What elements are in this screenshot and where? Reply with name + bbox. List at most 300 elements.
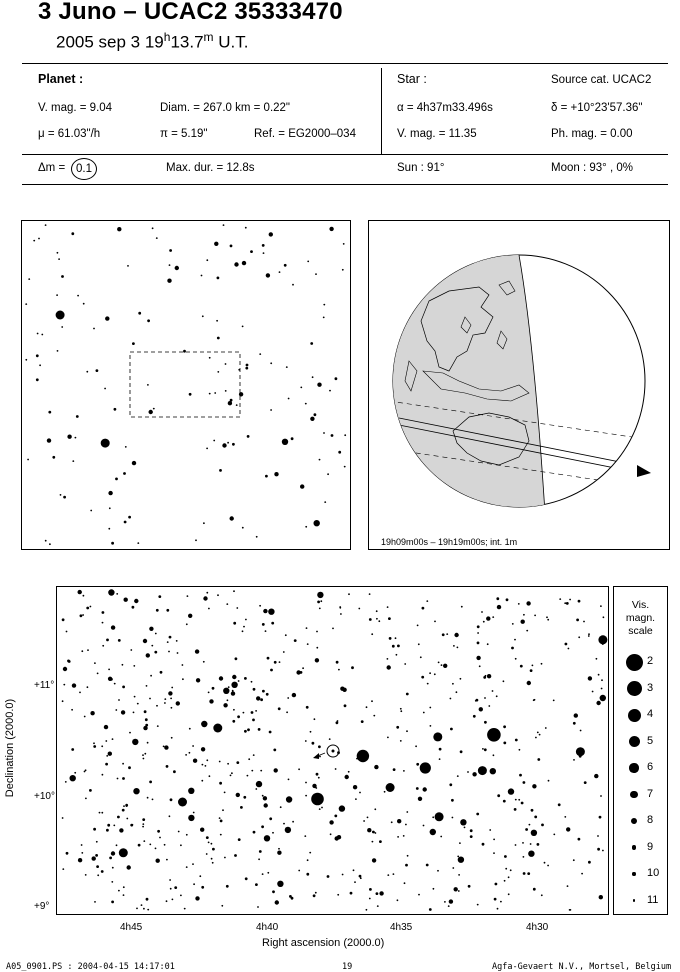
star-dot: [274, 768, 278, 772]
star-dot: [458, 874, 460, 876]
star-dot: [287, 697, 289, 699]
star-dot: [209, 699, 213, 703]
star-dot: [514, 639, 516, 641]
star-dot: [143, 758, 145, 760]
star-dot: [164, 745, 168, 749]
star-dot: [306, 706, 309, 709]
star-dot: [541, 663, 543, 665]
star-dot: [393, 873, 395, 875]
star-dot: [483, 621, 485, 623]
star-dot: [473, 715, 476, 718]
star-dot: [434, 673, 436, 675]
star-dot: [74, 772, 76, 774]
star-dot: [56, 294, 58, 296]
star-dot: [132, 461, 136, 465]
legend-label: 6: [647, 761, 654, 773]
star-dot: [334, 815, 337, 818]
star-dot: [66, 852, 69, 855]
star-dot: [209, 357, 211, 359]
planet-pi: π = 5.19": [160, 128, 208, 140]
legend-dot: [628, 709, 641, 722]
star-dot: [515, 799, 517, 801]
star-dot: [167, 279, 171, 283]
star-dot: [71, 748, 74, 751]
star-dot: [566, 602, 569, 605]
star-dot: [321, 807, 323, 809]
star-dot: [599, 816, 602, 819]
star-chart: [56, 586, 609, 915]
star-dot: [581, 873, 583, 875]
star-dot: [81, 852, 83, 854]
star-dot: [252, 719, 255, 722]
star-dot: [118, 639, 121, 642]
table-bottom-rule: [22, 184, 668, 185]
zoom-region-box: [130, 352, 240, 417]
legend-label: 4: [647, 708, 654, 720]
star-dot: [166, 765, 169, 768]
star-dot: [393, 768, 396, 771]
star-dot: [530, 843, 532, 845]
star-dot: [85, 798, 87, 800]
star-dot: [149, 698, 151, 700]
star-dot: [188, 614, 192, 618]
star-dot: [339, 805, 345, 811]
star-dot: [376, 610, 378, 612]
star-dot: [211, 843, 213, 845]
star-dot: [487, 643, 489, 645]
star-dot: [259, 850, 262, 853]
star-dot: [508, 876, 510, 878]
star-dot: [132, 342, 135, 345]
star-dot: [588, 633, 590, 635]
star-dot: [192, 745, 194, 747]
star-dot: [111, 881, 113, 883]
star-dot: [573, 722, 576, 725]
star-dot: [310, 342, 313, 345]
star-dot: [273, 749, 276, 752]
star-dot: [286, 711, 288, 713]
star-dot: [477, 625, 480, 628]
star-dot: [459, 842, 461, 844]
star-dot: [84, 716, 86, 718]
star-dot: [573, 859, 575, 861]
footer-page: 19: [342, 962, 353, 972]
star-dot: [77, 295, 79, 297]
star-dot: [83, 595, 85, 597]
star-dot: [310, 417, 314, 421]
star-dot: [213, 724, 222, 733]
table-divider: [381, 68, 382, 154]
star-dot: [90, 510, 92, 512]
star-dot: [265, 475, 268, 478]
star-dot: [126, 805, 128, 807]
star-dot: [164, 844, 166, 846]
star-dot: [115, 478, 118, 481]
star-dot: [90, 606, 92, 608]
star-dot: [116, 593, 118, 595]
star-dot: [553, 700, 555, 702]
star-dot: [152, 799, 154, 801]
star-dot: [163, 746, 165, 748]
star-dot: [113, 825, 115, 827]
x-axis-label: Right ascension (2000.0): [262, 937, 385, 949]
star-dot: [193, 812, 195, 814]
star-dot: [594, 774, 598, 778]
xtick-4h35: 4h35: [390, 922, 413, 933]
star-dot: [395, 637, 397, 639]
star-dot: [345, 775, 349, 779]
star-dot: [121, 710, 125, 714]
star-dot: [454, 633, 458, 637]
star-dot: [316, 647, 318, 649]
star-dot: [519, 774, 522, 777]
star-dot: [149, 410, 153, 414]
star-dot: [247, 728, 250, 731]
star-dot: [427, 683, 429, 685]
star-dot: [260, 770, 262, 772]
star-dot: [188, 788, 194, 794]
star-dot: [449, 899, 453, 903]
star-dot: [307, 859, 309, 861]
star-dot: [125, 446, 127, 448]
star-dot: [128, 516, 131, 519]
star-dot: [485, 675, 487, 677]
star-dot: [486, 616, 490, 620]
star-dot: [515, 739, 518, 742]
star-dot: [201, 747, 205, 751]
star-dot: [422, 607, 425, 610]
star-dot: [255, 883, 258, 886]
star-dot: [167, 641, 169, 643]
star-dot: [319, 459, 321, 461]
star-dot: [318, 745, 321, 748]
star-dot: [285, 827, 291, 833]
star-dot: [184, 908, 186, 910]
star-dot: [187, 595, 189, 597]
star-dot: [244, 677, 247, 680]
star-dot: [182, 664, 184, 666]
star-dot: [468, 885, 471, 888]
star-dot: [147, 909, 149, 911]
star-dot: [132, 606, 135, 609]
star-dot: [208, 692, 210, 694]
star-dot: [482, 748, 484, 750]
legend-dot: [626, 654, 643, 671]
ytick-9: +9°: [34, 901, 50, 912]
star-dot: [242, 261, 246, 265]
star-dot: [359, 875, 362, 878]
planet-ref: Ref. = EG2000–034: [254, 128, 356, 140]
star-dot: [245, 367, 248, 370]
star-dot: [257, 906, 259, 908]
star-dot: [578, 636, 580, 638]
star-dot: [169, 264, 171, 266]
star-dot: [340, 613, 342, 615]
star-dot: [461, 606, 463, 608]
star-dot: [171, 707, 173, 709]
star-dot: [389, 637, 392, 640]
star-dot: [387, 606, 389, 608]
star-dot: [122, 664, 124, 666]
star-dot: [206, 448, 208, 450]
star-dot: [423, 825, 425, 827]
planet-mu: μ = 61.03"/h: [38, 128, 101, 140]
star-dot: [504, 855, 507, 858]
star-dot: [211, 858, 213, 860]
star-dot: [270, 362, 272, 364]
star-dot: [372, 841, 374, 843]
star-dot: [369, 888, 372, 891]
star-dot: [567, 885, 569, 887]
star-dot: [170, 698, 172, 700]
star-dot: [168, 651, 170, 653]
star-dot: [518, 603, 520, 605]
star-dot: [600, 695, 606, 701]
star-dot: [90, 711, 94, 715]
star-dot: [228, 686, 230, 688]
max-duration: Max. dur. = 12.8s: [166, 162, 255, 174]
star-dot: [396, 726, 399, 729]
star-dot: [503, 680, 505, 682]
star-dot: [233, 709, 235, 711]
delta-mag-label: Δm =: [38, 162, 66, 174]
xtick-4h40: 4h40: [256, 922, 279, 933]
star-dot: [494, 898, 497, 901]
star-dot: [142, 823, 144, 825]
star-dot: [400, 740, 402, 742]
star-dot: [230, 516, 234, 520]
minute-unit: m: [203, 30, 214, 44]
star-dot: [102, 611, 105, 614]
star-dot: [126, 818, 128, 820]
star-dot: [57, 252, 59, 254]
star-dot: [274, 661, 277, 664]
star-dot: [565, 643, 568, 646]
star-dot: [335, 768, 337, 770]
star-dot: [523, 856, 525, 858]
star-dot: [481, 611, 483, 613]
star-dot: [195, 539, 197, 541]
star-dot: [270, 669, 273, 672]
star-dot: [68, 660, 71, 663]
star-dot: [220, 820, 223, 823]
star-dot: [27, 459, 29, 461]
legend-item-11: [614, 892, 667, 910]
legend-item-4: [614, 706, 667, 724]
star-dot: [477, 904, 479, 906]
star-dot: [292, 821, 294, 823]
star-dot: [223, 703, 227, 707]
star-dot: [476, 699, 479, 702]
star-dot: [323, 317, 325, 319]
star-dot: [521, 620, 525, 624]
star-dot: [337, 894, 339, 896]
star-dot: [430, 829, 436, 835]
star-dot: [143, 726, 147, 730]
star-dot: [224, 792, 226, 794]
star-dot: [133, 788, 139, 794]
star-dot: [104, 388, 106, 390]
star-dot: [185, 754, 187, 756]
star-dot: [433, 888, 435, 890]
star-dot: [430, 725, 432, 727]
star-dot: [406, 693, 409, 696]
star-dot: [108, 677, 112, 681]
star-dot: [309, 852, 311, 854]
star-dot: [151, 645, 153, 647]
star-dot: [541, 824, 544, 827]
star-dot: [156, 237, 158, 239]
star-dot: [406, 730, 408, 732]
star-dot: [62, 868, 64, 870]
star-dot: [511, 647, 514, 650]
star-dot: [36, 354, 39, 357]
star-dot: [327, 875, 330, 878]
star-dot: [460, 750, 463, 753]
star-dot: [503, 725, 506, 728]
star-dot: [66, 631, 68, 633]
star-dot: [300, 671, 303, 674]
star-dot: [531, 809, 534, 812]
star-dot: [348, 771, 350, 773]
star-dot: [33, 240, 35, 242]
star-dot: [93, 742, 95, 744]
star-dot: [278, 848, 280, 850]
star-dot: [292, 693, 296, 697]
star-dot: [102, 774, 104, 776]
star-dot: [432, 816, 434, 818]
star-dot: [180, 895, 182, 897]
star-dot: [602, 850, 604, 852]
legend-title-2: magn.: [625, 612, 656, 624]
star-dot: [451, 799, 454, 802]
magnitude-legend: [613, 586, 668, 915]
star-dot: [85, 769, 87, 771]
star-dot: [201, 721, 207, 727]
star-alpha: α = 4h37m33.496s: [397, 102, 493, 114]
star-dot: [232, 443, 235, 446]
star-dot: [38, 238, 40, 240]
star-dot: [327, 473, 329, 475]
star-dot: [227, 763, 229, 765]
star-dot: [460, 819, 466, 825]
star-dot: [541, 894, 543, 896]
star-dot: [147, 742, 149, 744]
star-dot: [532, 665, 534, 667]
star-dot: [183, 350, 186, 353]
star-dot: [312, 376, 314, 378]
legend-label: 2: [647, 655, 654, 667]
star-dot: [416, 763, 419, 766]
star-dot: [205, 765, 207, 767]
star-phmag: Ph. mag. = 0.00: [551, 128, 633, 140]
star-dot: [452, 683, 454, 685]
star-dot: [195, 649, 199, 653]
star-dot: [573, 759, 575, 761]
target-star: [332, 750, 335, 753]
star-dot: [527, 872, 530, 875]
star-dot: [206, 592, 208, 594]
star-dot: [202, 315, 204, 317]
star-dot: [245, 877, 248, 880]
star-dot: [145, 724, 148, 727]
star-dot: [146, 898, 149, 901]
star-dot: [442, 633, 445, 636]
star-dot: [186, 623, 188, 625]
star-dot: [133, 712, 135, 714]
star-dot: [533, 888, 536, 891]
star-dot: [526, 630, 528, 632]
star-dot: [300, 387, 302, 389]
star-dot: [323, 304, 325, 306]
star-dot: [251, 711, 254, 714]
star-dot: [118, 890, 120, 892]
star-dot: [150, 675, 152, 677]
star-dot: [283, 651, 285, 653]
star-dot: [376, 618, 378, 620]
star-dot: [369, 618, 372, 621]
star-dot: [123, 805, 125, 807]
star-dot: [363, 820, 365, 822]
legend-label: 7: [647, 787, 654, 800]
star-dot: [195, 896, 199, 900]
star-dot: [537, 758, 540, 761]
star-dot: [105, 740, 107, 742]
star-dot: [189, 728, 191, 730]
star-dot: [400, 708, 402, 710]
legend-title: [614, 599, 667, 638]
star-dot: [180, 844, 182, 846]
star-dot: [206, 759, 208, 761]
legend-dot: [629, 736, 640, 747]
star-dot: [453, 645, 455, 647]
star-dot: [305, 795, 307, 797]
star-dot: [386, 783, 395, 792]
star-dot: [143, 639, 147, 643]
star-dot: [123, 472, 126, 475]
star-dot: [531, 830, 537, 836]
star-dot: [420, 656, 422, 658]
star-dot: [117, 227, 121, 231]
star-dot: [548, 780, 550, 782]
star-dot: [510, 869, 512, 871]
star-dot: [506, 598, 509, 601]
star-dot: [306, 627, 308, 629]
star-dot: [272, 890, 275, 893]
star-dot: [600, 795, 602, 797]
star-dot: [58, 258, 60, 260]
star-dot: [319, 608, 321, 610]
hour-unit: h: [163, 30, 171, 44]
star-dot: [597, 835, 599, 837]
date-text: 2005 sep 3 19: [56, 32, 164, 52]
star-dot: [202, 764, 204, 766]
star-dot: [597, 848, 600, 851]
star-dot: [330, 833, 332, 835]
star-dot: [232, 690, 234, 692]
star-dot: [25, 303, 27, 305]
star-dot: [253, 688, 256, 691]
star-dot: [41, 334, 43, 336]
star-dot: [337, 720, 339, 722]
star-dot: [78, 590, 82, 594]
star-dot: [269, 232, 273, 236]
time-suffix: U.T.: [213, 32, 249, 52]
table-mid-rule: [22, 154, 668, 155]
star-dot: [82, 614, 84, 616]
star-dot: [102, 622, 104, 624]
star-dot: [169, 249, 172, 252]
